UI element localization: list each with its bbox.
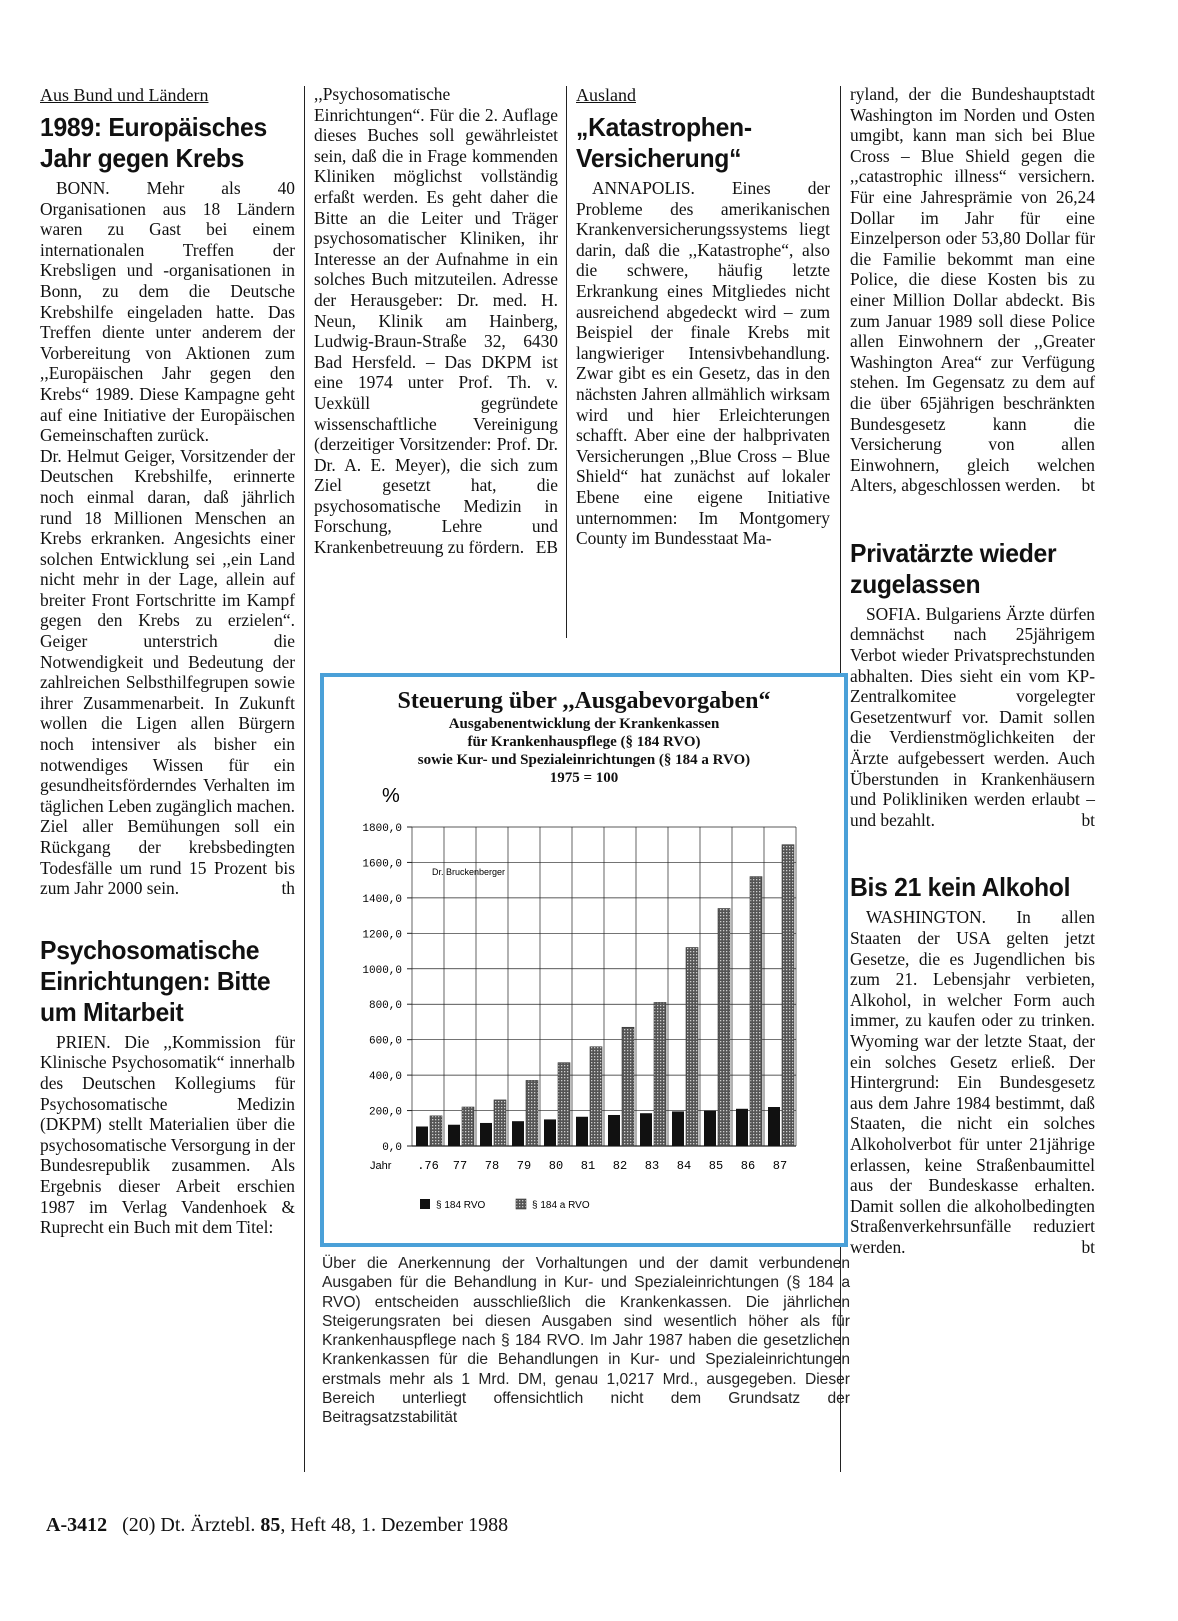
bar-184-rvo xyxy=(704,1111,716,1146)
footer-journal: (20) Dt. Ärztebl. xyxy=(122,1514,256,1536)
page-number: A-3412 xyxy=(46,1514,108,1536)
legend-swatch-184-rvo xyxy=(420,1199,430,1209)
bar-184-rvo xyxy=(544,1119,556,1146)
bar-184a-rvo xyxy=(558,1063,570,1146)
bar-184a-rvo xyxy=(686,948,698,1146)
y-unit-label: % xyxy=(382,785,400,807)
headline-katastrophen: „Katastrophen-Versicherung“ xyxy=(576,112,752,173)
y-tick-label: 1000,0 xyxy=(362,964,402,977)
y-tick-label: 600,0 xyxy=(368,1035,402,1048)
author-initials: bt xyxy=(1081,475,1095,496)
legend-label-184a-rvo: § 184 a RVO xyxy=(532,1200,590,1211)
bar-184-rvo xyxy=(608,1115,620,1146)
article-text-body: SOFIA. Bulgariens Ärzte dürfen demnächst nach 25jährigem Verbot wieder Privatsprechstunden abhalten. Dies sieht ein vom KP-Zentralkomitee vorgelegter Gesetzentwurf vor. Damit sollen die Verdienstmöglichkeiten der Ärzte aufgebessert werden. Auch Überstunden in Krankenhäusern und Polikliniken werden erlaubt – und bezahlt. xyxy=(850,603,1095,830)
legend-swatch-184a-rvo xyxy=(516,1199,526,1209)
chart-credit: Dr. Bruckenberger xyxy=(432,867,506,877)
article-text-body: Dr. Helmut Geiger, Vorsitzender der Deutschen Krebshilfe, erinnerte noch einmal daran, daß jährlich rund 18 Millionen Menschen an Krebs erkranken. Angesichts einer solchen Entwicklung sei ,,ein Land nicht mehr in der Lage, allein auf breiter Front Fortschritte im Kampf gegen den Krebs zu erzielen“. Geiger unterstrich die Notwendigkeit und Bedeutung der zahlreichen Selbsthilfegrupen sowie ihrer Zusammenarbeit. In Zukunft wollen die Ligen allen Bürgern noch intensiver als bisher ein notwendiges Wissen für ein gesundheitsförderndes Verhalten im täglichen Leben zugänglich machen. Ziel aller Bemühungen soll ein Rückgang der krebsbedingten Todesfälle um rund 15 Prozent bis zum Jahr 2000 sein. xyxy=(40,445,295,899)
bar-184-rvo xyxy=(768,1107,780,1146)
chart-subtitle: sowie Kur- und Spezialeinrichtungen (§ 184 a RVO) xyxy=(417,752,751,768)
x-tick-label: .76 xyxy=(417,1159,439,1173)
bar-184a-rvo xyxy=(750,877,762,1146)
article-text: BONN. Mehr als 40 Organisationen aus 18 Ländern waren zu Gast bei einem internationalen Treffen der Krebsligen und -organisationen in Bonn, zu dem die Deutsche Krebshilfe eingeladen hatte. Das Treffen diente unter anderem der Vorbereitung von Aktionen zum ,,Europäischen Jahr gegen den Krebs“ 1989. Diese Kampagne geht auf eine Initiative der Europäischen Gemeinschaften zurück. xyxy=(40,178,295,446)
article-text-body: WASHINGTON. In allen Staaten der USA gelten jetzt Gesetze, die es Jugendlichen bis zum 21. Lebensjahr verbieten, Alkohol, in welcher Form auch immer, zu kaufen oder zu trinken. Wyoming war der letzte Staat, der ein solches Gesetz erließ. Der Hintergrund: Ein Bundesgesetz aus dem Jahre 1984 bestimmt, daß Staaten, die nicht ein solches Alkoholverbot für unter 21jährige erlassen, keine Straßenbaumittel aus der Bundeskasse erhalten. Damit sollen die alkoholbedingten Straßenverkehrsunfälle reduziert werden. xyxy=(850,907,1095,1257)
bar-184a-rvo xyxy=(782,845,794,1146)
column-2 xyxy=(314,84,558,558)
article-text: ANNAPOLIS. Eines der Probleme des amerikanischen Krankenversicherungssystems liegt darin, daß die ,,Katastrophe“, also die schwere, häufig letzte Erkrankung eines Mitgliedes nicht ausreichend abgedeckt wird – zum Beispiel der finale Krebs mit langwieriger Intensivbehandlung. Zwar gibt es ein Gesetz, das in den nächsten Jahren allmählich wirksam wird und hier Erleichterungen schafft. Aber eine der halbprivaten Versicherungen ,,Blue Cross – Blue Shield“ hat zunächst auf lokaler Ebene eine eigene Initiative unternommen: Im Montgomery County im Bundesstaat Ma- xyxy=(576,178,830,549)
bar-184-rvo xyxy=(416,1127,428,1146)
bar-184a-rvo xyxy=(622,1027,634,1146)
bar-184a-rvo xyxy=(430,1116,442,1146)
x-tick-label: 82 xyxy=(612,1159,628,1173)
legend-label-184-rvo: § 184 RVO xyxy=(436,1200,486,1211)
y-tick-label: 800,0 xyxy=(368,1000,402,1013)
bar-184a-rvo xyxy=(590,1047,602,1146)
x-tick-label: 85 xyxy=(708,1159,724,1173)
section-kicker: Aus Bund und Ländern xyxy=(40,85,209,105)
article-text xyxy=(850,907,1095,1257)
bar-184-rvo xyxy=(640,1113,652,1146)
bar-184a-rvo xyxy=(494,1100,506,1146)
x-tick-label: 78 xyxy=(484,1159,500,1173)
author-initials: th xyxy=(281,878,295,899)
y-tick-label: 1600,0 xyxy=(362,858,402,871)
column-1 xyxy=(40,84,295,1238)
x-tick-label: 83 xyxy=(644,1159,660,1173)
article-text-body: ,,Psychosomatische Einrichtungen“. Für die 2. Auflage dieses Buches soll gewährleistet sein, daß die in Frage kommenden Kliniken möglichst vollständig erfaßt werden. Es geht daher die Bitte an die Leiter und Träger psychosomatischer Kliniken, ihr Interesse an der Aufnahme in ein solches Buch mitzuteilen. Adresse der Herausgeber: Dr. med. H. Neun, Klinik am Hainberg, Ludwig-Braun-Straße 32, 6430 Bad Hersfeld. – Das DKPM ist eine 1974 unter Prof. Th. v. Uexküll gegründete wissenschaftliche Vereinigung (derzeitiger Vorsitzender: Prof. Dr. Dr. A. E. Meyer), die sich zum Ziel gesetzt hat, die psychosomatische Medizin in Forschung, Lehre und Krankenbetreuung zu fördern. xyxy=(314,84,558,558)
headline-europaeisches-jahr: 1989: Europäisches Jahr gegen Krebs xyxy=(40,112,267,173)
bar-184-rvo xyxy=(736,1109,748,1146)
x-tick-label: 84 xyxy=(676,1159,692,1173)
chart-subtitle: 1975 = 100 xyxy=(549,770,619,786)
chart-subtitle: Ausgabenentwicklung der Krankenkassen xyxy=(448,716,720,732)
article-text xyxy=(314,84,558,558)
x-tick-label: 79 xyxy=(516,1159,532,1173)
footer-volume: 85 xyxy=(260,1514,281,1536)
article-text-body: ryland, der die Bundeshauptstadt Washington im Norden und Osten umgibt, kann man sich bei Blue Cross – Blue Shield gegen die ,,catastrophic illness“ versichern. Für eine Jahresprämie von 26,24 Dollar im Jahr für eine Einzelperson oder 53,80 Dollar für die Familie bekommt man eine Police, die diese Kosten bis zu einer Million Dollar abdeckt. Bis zum Januar 1989 soll diese Police allen Einwohnern der ,,Greater Washington Area“ zur Verfügung stehen. Im Gegensatz zu dem auf die über 65jährigen beschränkten Bundesgesetz kann die Versicherung von allen Einwohnern, gleich welchen Alters, abgeschlossen werden. xyxy=(850,84,1095,496)
article-text: PRIEN. Die ,,Kommission für Klinische Psychosomatik“ innerhalb des Deutschen Kollegiums für Psychosomatische Medizin (DKPM) stellt Materialien über die psychosomatische Versorgung in der Bundesrepublik zusammen. Als Ergebnis dieser Arbeit erschien 1987 im Verlag Vandenhoek & Ruprecht ein Buch mit dem Titel: xyxy=(40,1031,295,1238)
column-rule xyxy=(304,86,305,1472)
headline-alkohol: Bis 21 kein Alkohol xyxy=(850,872,1071,903)
author-initials: EB xyxy=(535,537,558,558)
chart-caption: Über die Anerkennung der Vorhaltungen und der damit verbundenen Ausgaben für die Behandlung in Kur- und Spezialeinrichtungen (§ 184 a RVO) entscheiden ausschließlich die Krankenkassen. Die jährlichen Steigerungsraten bei diesen Ausgaben sind wesentlich höher als für Krankenhauspflege nach § 184 RVO. Im Jahr 1987 haben die gesetzlichen Krankenkassen für die Behandlungen in Kur- und Spezialeinrichtungen erstmals mehr als 1 Mrd. DM, genau 1,0217 Mrd., ausgegeben. Dieser Bereich unterliegt offensichtlich nicht dem Grundsatz der Beitragsatzstabilität xyxy=(322,1255,850,1427)
bar-184a-rvo xyxy=(462,1107,474,1146)
x-tick-label: 81 xyxy=(580,1159,596,1173)
bar-184-rvo xyxy=(480,1123,492,1146)
column-4 xyxy=(850,84,1095,1258)
chart-title: Steuerung über ,,Ausgabevorgaben“ xyxy=(397,688,771,714)
column-rule xyxy=(566,86,567,638)
article-text xyxy=(40,446,295,899)
x-tick-label: 86 xyxy=(740,1159,756,1173)
y-tick-label: 0,0 xyxy=(382,1142,402,1154)
chart-subtitle: für Krankenhauspflege (§ 184 RVO) xyxy=(467,734,701,750)
y-tick-label: 1400,0 xyxy=(362,893,402,906)
article-text xyxy=(850,604,1095,831)
page-footer xyxy=(46,1514,508,1537)
column-3 xyxy=(576,84,830,549)
x-axis-prefix: Jahr xyxy=(370,1160,392,1172)
section-kicker: Ausland xyxy=(576,85,636,105)
x-tick-label: 77 xyxy=(452,1159,468,1173)
author-initials: bt xyxy=(1081,809,1095,830)
headline-privataerzte: Privatärzte wieder zugelassen xyxy=(850,537,1057,599)
bar-chart xyxy=(324,777,844,1237)
y-tick-label: 200,0 xyxy=(368,1106,402,1119)
y-tick-label: 1200,0 xyxy=(362,929,402,942)
bar-184a-rvo xyxy=(718,909,730,1146)
bar-184a-rvo xyxy=(654,1002,666,1146)
headline-psychosomatische: Psychosomatische Einrichtungen: Bitte um Mitarbeit xyxy=(40,934,271,1027)
y-tick-label: 400,0 xyxy=(368,1071,402,1084)
bar-184-rvo xyxy=(512,1121,524,1146)
author-initials: bt xyxy=(1081,1236,1095,1257)
article-text xyxy=(850,84,1095,496)
footer-issue: , Heft 48, 1. Dezember 1988 xyxy=(280,1514,509,1536)
bar-184-rvo xyxy=(576,1117,588,1146)
chart-box xyxy=(320,673,848,1247)
bar-184-rvo xyxy=(448,1125,460,1146)
y-tick-label: 1800,0 xyxy=(362,823,402,835)
x-tick-label: 80 xyxy=(548,1159,564,1173)
bar-184a-rvo xyxy=(526,1080,538,1146)
bar-184-rvo xyxy=(672,1111,684,1146)
x-tick-label: 87 xyxy=(772,1159,788,1173)
